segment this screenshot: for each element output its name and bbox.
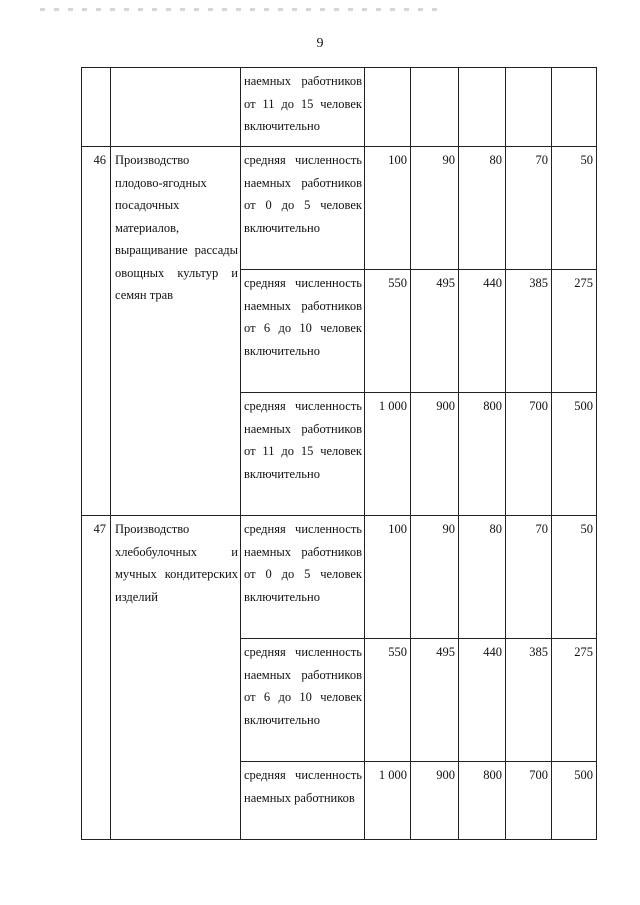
row-number-cell: 46: [82, 147, 111, 516]
value-cell: 90: [411, 147, 459, 270]
value-cell: 275: [552, 639, 597, 762]
row-number-cell: [82, 68, 111, 147]
table-row: [82, 516, 597, 639]
value-cell: 1 000: [365, 762, 411, 840]
value-cell: 70: [506, 147, 552, 270]
value-cell: 100: [365, 147, 411, 270]
criterion-cell: средняя численность наемных работников от 0 до 5 человек включительно: [241, 147, 365, 270]
value-cell: 440: [459, 270, 506, 393]
value-cell: 440: [459, 639, 506, 762]
value-cell: 550: [365, 270, 411, 393]
value-cell: 275: [552, 270, 597, 393]
value-cell: 700: [506, 762, 552, 840]
page-number: 9: [316, 36, 324, 51]
value-cell: [459, 68, 506, 147]
value-cell: 550: [365, 639, 411, 762]
value-cell: 700: [506, 393, 552, 516]
value-cell: 100: [365, 516, 411, 639]
criterion-cell: средняя численность наемных работников от 11 до 15 человек включительно: [241, 393, 365, 516]
table-row: [82, 147, 597, 270]
value-cell: 500: [552, 393, 597, 516]
value-cell: 800: [459, 762, 506, 840]
value-cell: 500: [552, 762, 597, 840]
value-cell: 495: [411, 270, 459, 393]
value-cell: 385: [506, 270, 552, 393]
value-cell: 50: [552, 147, 597, 270]
scan-artifact: [40, 8, 440, 11]
value-cell: 80: [459, 516, 506, 639]
value-cell: 900: [411, 762, 459, 840]
value-cell: 385: [506, 639, 552, 762]
value-cell: 70: [506, 516, 552, 639]
criterion-cell: средняя численность наемных работников от 6 до 10 человек включительно: [241, 639, 365, 762]
value-cell: [506, 68, 552, 147]
value-cell: 90: [411, 516, 459, 639]
value-cell: 900: [411, 393, 459, 516]
value-cell: [365, 68, 411, 147]
criterion-cell: наемных работников от 11 до 15 человек включительно: [241, 68, 365, 147]
value-cell: 50: [552, 516, 597, 639]
criterion-cell: средняя численность наемных работников от 6 до 10 человек включительно: [241, 270, 365, 393]
value-cell: 80: [459, 147, 506, 270]
row-number-cell: 47: [82, 516, 111, 840]
value-cell: [552, 68, 597, 147]
value-cell: 1 000: [365, 393, 411, 516]
activity-name-cell: Производство хлебобулочных и мучных кондитерских изделий: [111, 516, 241, 840]
table-row: [82, 68, 597, 147]
activity-name-cell: Производство плодово-ягодных посадочных материалов, выращивание рассады овощных культур и семян трав: [111, 147, 241, 516]
criterion-cell: средняя численность наемных работников от 0 до 5 человек включительно: [241, 516, 365, 639]
criterion-cell: средняя численность наемных работников: [241, 762, 365, 840]
value-cell: [411, 68, 459, 147]
activity-name-cell: [111, 68, 241, 147]
tariff-table: [81, 67, 597, 840]
value-cell: 800: [459, 393, 506, 516]
value-cell: 495: [411, 639, 459, 762]
